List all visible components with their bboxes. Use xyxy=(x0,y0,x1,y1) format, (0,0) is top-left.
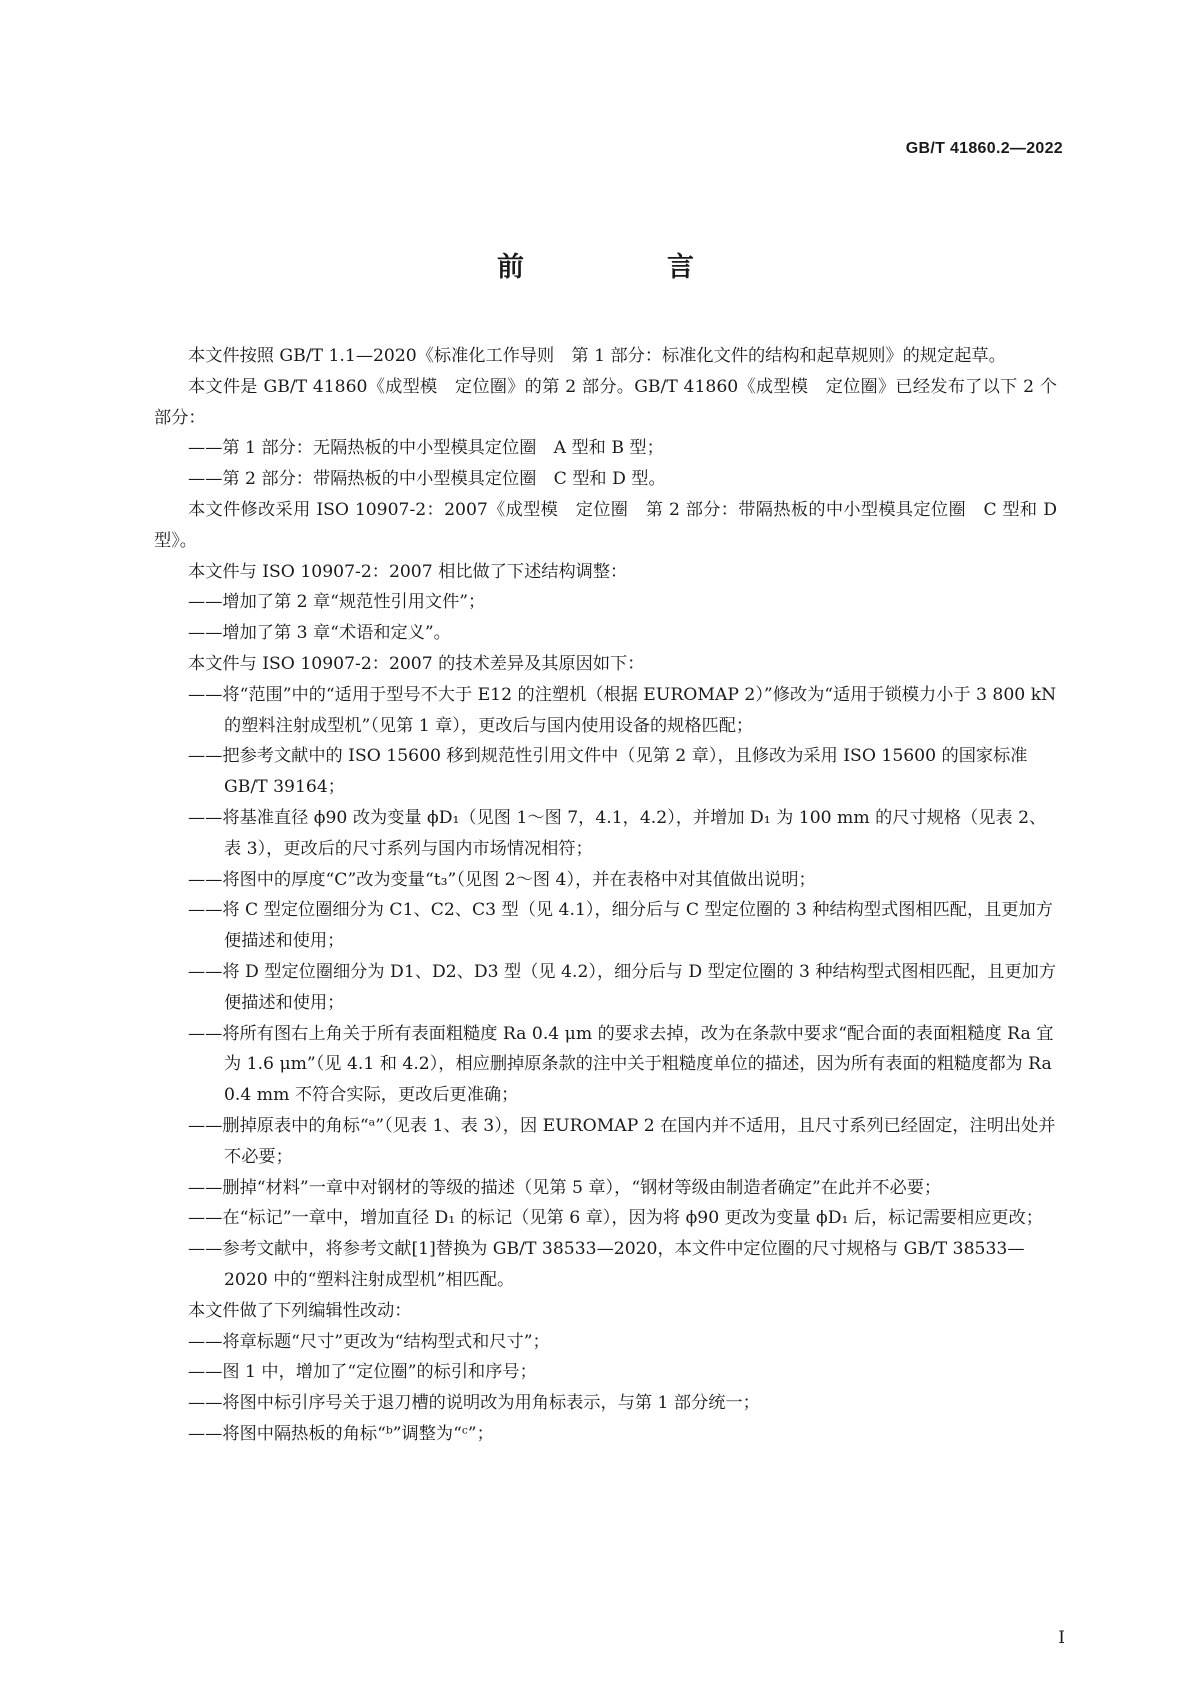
list-item: ——将章标题“尺寸”更改为“结构型式和尺寸”； xyxy=(188,1331,550,1352)
paragraph-drafting-rules: 本文件按照 GB/T 1.1—2020《标准化工作导则 第 1 部分：标准化文件的结构和起草规则》的规定起草。 xyxy=(188,346,1006,366)
list-item: ——将图中隔热板的角标“ᵇ”调整为“ᶜ”； xyxy=(188,1423,494,1444)
list-item: ——删掉“材料”一章中对钢材的等级的描述（见第 5 章），“钢材等级由制造者确定”在此并不必要； xyxy=(188,1177,942,1198)
page-number: I xyxy=(1058,1628,1065,1648)
paragraph-part-info: 本文件是 GB/T 41860《成型模 定位圈》的第 2 部分。GB/T 41860《成型模 定位圈》已经发布了以下 2 个部分： xyxy=(154,376,1057,428)
paragraph-adoption: 本文件修改采用 ISO 10907-2：2007《成型模 定位圈 第 2 部分：带隔热板的中小型模具定位圈 C 型和 D 型》。 xyxy=(154,499,1057,551)
list-item: ——将图中的厚度“C”改为变量“t₃”（见图 2～图 4），并在表格中对其值做出说明； xyxy=(188,869,816,890)
page-title: 前 言 xyxy=(497,252,752,283)
list-item: ——图 1 中，增加了“定位圈”的标引和序号； xyxy=(188,1362,537,1383)
list-item: ——增加了第 3 章“术语和定义”。 xyxy=(188,623,451,644)
list-item: ——删掉原表中的角标“ᵃ”（见表 1、表 3），因 EUROMAP 2 在国内并不适用，且尺寸系列已经固定，注明出处并不必要； xyxy=(188,1115,1056,1167)
list-item: ——第 2 部分：带隔热板的中小型模具定位圈 C 型和 D 型。 xyxy=(188,469,666,490)
list-item: ——参考文献中，将参考文献[1]替换为 GB/T 38533—2020，本文件中定位圈的尺寸规格与 GB/T 38533—2020 中的“塑料注射成型机”相匹配。 xyxy=(188,1239,1025,1290)
list-item: ——将“范围”中的“适用于型号不大于 E12 的注塑机（根据 EUROMAP 2）”修改为“适用于锁模力小于 3 800 kN 的塑料注射成型机”（见第 1 章），更改后与国内使用设备的规格匹配； xyxy=(188,684,1057,736)
list-item: ——第 1 部分：无隔热板的中小型模具定位圈 A 型和 B 型； xyxy=(188,438,664,459)
list-item: ——将图中标引序号关于退刀槽的说明改为用角标表示，与第 1 部分统一； xyxy=(188,1393,760,1414)
list-item: ——把参考文献中的 ISO 15600 移到规范性引用文件中（见第 2 章），且修改为采用 ISO 15600 的国家标准 GB/T 39164； xyxy=(188,746,1028,798)
list-item: ——在“标记”一章中，增加直径 D₁ 的标记（见第 6 章），因为将 ϕ90 更改为变量 ϕD₁ 后，标记需要相应更改； xyxy=(188,1208,1043,1229)
document-body xyxy=(154,341,1057,1450)
list-item: ——将 C 型定位圈细分为 C1、C2、C3 型（见 4.1），细分后与 C 型定位圈的 3 种结构型式图相匹配，且更加方便描述和使用； xyxy=(188,900,1053,952)
paragraph-structural-changes: 本文件与 ISO 10907-2：2007 相比做了下述结构调整： xyxy=(188,561,628,582)
paragraph-technical-differences: 本文件与 ISO 10907-2：2007 的技术差异及其原因如下： xyxy=(188,653,645,674)
list-item: ——将 D 型定位圈细分为 D1、D2、D3 型（见 4.2），细分后与 D 型定位圈的 3 种结构型式图相匹配，且更加方便描述和使用； xyxy=(188,961,1057,1013)
standard-number: GB/T 41860.2—2022 xyxy=(905,140,1063,157)
list-item: ——将基准直径 ϕ90 改为变量 ϕD₁（见图 1～图 7，4.1，4.2），并增加 D₁ 为 100 mm 的尺寸规格（见表 2、表 3），更改后的尺寸系列与国内市场情况相符； xyxy=(188,807,1047,859)
paragraph-editorial-changes: 本文件做了下列编辑性改动： xyxy=(188,1300,412,1321)
list-item: ——将所有图右上角关于所有表面粗糙度 Ra 0.4 μm 的要求去掉，改为在条款中要求“配合面的表面粗糙度 Ra 宜为 1.6 μm”（见 4.1 和 4.2），相应删掉原条款的注中关于粗糙度单位的描述，因为所有表面的粗糙度都为 Ra 0.4 mm 不符合实际，更改后更准确； xyxy=(188,1023,1054,1106)
list-item: ——增加了第 2 章“规范性引用文件”； xyxy=(188,592,486,613)
